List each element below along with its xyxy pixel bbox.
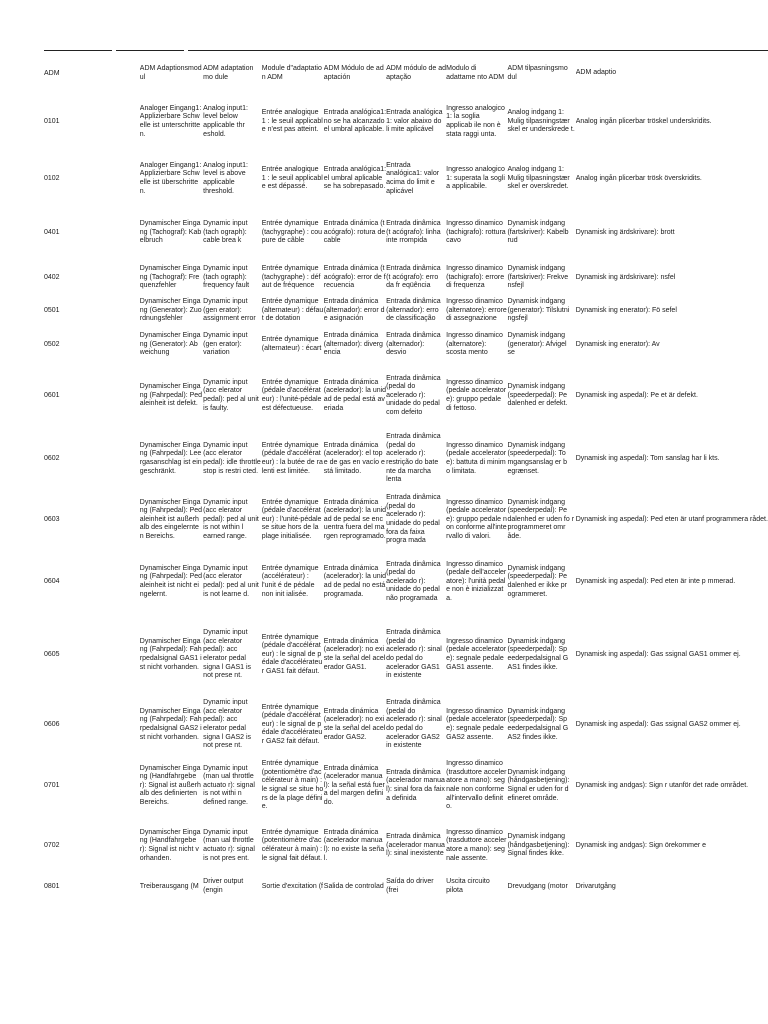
- row-cell: Entrada analógica1: valor acima do limit e aplicável: [386, 161, 440, 195]
- row-cell: Entrada dinâmica (alternador): erro de classificação: [386, 298, 441, 323]
- row-cell: Entrée analogique 1 : le seuil applicabl e n'est pas atteint.: [261, 109, 323, 134]
- row-cell: Dynamisk indgang (fartskriver): Kabelb rud: [507, 220, 569, 245]
- row-cell: Dynamic input (gen erator): assignment error: [203, 298, 256, 323]
- row-cell: Dynamischer Einga ng (Tachograf): Fre quenzfehler: [139, 265, 201, 290]
- table-row: [44, 697, 768, 753]
- table-row: [44, 91, 768, 153]
- row-cell: Entrada dinâmica (pedal do acelerado r): restrição do bate nte da marcha lenta: [386, 433, 441, 484]
- row-cell: Dynamic input (acc elerator pedal): acc elerator pedal signa l GAS2 is not prese nt.: [203, 699, 252, 750]
- row-cell: Dynamischer Einga ng (Fahrpedal): Fah rpedalsignal GAS2 i st nicht vorhanden.: [139, 707, 202, 741]
- row-cell: Entrada dinâmica (pedal do acelerado r): sinal do pedal do acelerador GAS1 in existente: [386, 629, 442, 680]
- row-code: 0602: [44, 455, 60, 463]
- row-cell: Sortie d'excitation (f: [261, 882, 324, 890]
- row-cell: Analoger Eingang1: Applizierbare Schw elle ist unterschritte n.: [139, 104, 202, 138]
- header-rule-2: [116, 50, 184, 51]
- row-cell: Entrée dynamique (potentiomètre d'ac célérateur à main) : le signal se situe ho rs de la plage défini e.: [261, 760, 324, 811]
- row-cell: Dynamic input (gen erator): variation: [203, 332, 248, 357]
- row-cell: Dynamic input (acc elerator pedal): ped al unit is not learne d.: [203, 564, 259, 598]
- row-cell: Dynamic input (man ual throttle actuato r): signal is not withi n defined range.: [203, 764, 255, 806]
- row-cell: Dynamic input (acc elerator pedal): ped al unit is not within l earned range.: [203, 498, 259, 540]
- row-cell: Dynamisk indgang (håndgasbetjening): Signal er uden for d efineret område.: [507, 768, 570, 802]
- row-cell: Ingresso dinamico (pedale dell'acceler atore): l'unità pedal e non è inizializzat a.: [446, 560, 507, 602]
- row-code: 0701: [44, 782, 60, 790]
- row-cell: Entrada dinámica (acelerador): la unid ad de pedal se enc uentra fuera del ma rgen reprogramado.: [323, 498, 387, 540]
- row-cell: Dynamisk ing aspedal): Ped eten är inte p mmerad.: [575, 577, 736, 585]
- row-cell: Entrada dinâmica (acelerador manua l): sinal inexistente: [386, 833, 445, 858]
- header-lang-es: ADM Módulo de ad aptación: [323, 64, 384, 81]
- row-cell: Analog input1: level is above applicable threshold.: [203, 161, 248, 195]
- row-cell: Analog indgang 1: Mulig tilpasningstær skel er overskredet.: [507, 166, 570, 191]
- header-lang-sv: ADM adaptio: [575, 69, 617, 77]
- row-cell: Dynamischer Einga ng (Generator): Zuo rdnungsfehler: [139, 298, 202, 323]
- row-cell: Entrada dinámica (acelerador): la unid ad de pedal no está programada.: [323, 564, 387, 598]
- row-cell: Entrada dinâmica (pedal do acelerado r): unidade do pedal não programada: [386, 560, 441, 602]
- row-cell: Dynamisk ing aspedal): Gas ssignal GAS1 ommer ej.: [575, 650, 741, 658]
- table-row: [44, 261, 768, 295]
- row-cell: Dynamisk indgang (generator): Afvigel se: [507, 332, 567, 357]
- row-cell: Dynamisk indgang (speederpedal): Sp eederpedalsignal G AS1 findes ikke.: [507, 637, 569, 671]
- row-cell: Entrée dynamique (pédale d'accélérat eur) : le signal de p édale d'accélérateu r GAS2 fait défaut.: [261, 703, 323, 745]
- row-cell: Driver output (engin: [203, 878, 244, 894]
- row-cell: Dynamisk indgang (speederpedal): Sp eederpedalsignal G AS2 findes ikke.: [507, 707, 569, 741]
- table-row: [44, 363, 768, 429]
- row-cell: Dynamischer Einga ng (Tachograf): Kab elbruch: [139, 220, 202, 245]
- row-cell: Entrada dinámica (acelerador): la unid ad de pedal está av eriada: [323, 378, 387, 412]
- header-rule-3: [188, 50, 768, 51]
- row-cell: Dynamischer Einga ng (Fahrpedal): Ped aleinheit ist defekt.: [139, 383, 203, 408]
- table-row: [44, 295, 768, 327]
- row-cell: Entrada dinámica (acelerador manua l): no existe la seña l.: [323, 828, 385, 862]
- row-cell: Entrée dynamique (pédale d'accélérat eur) : le signal de p édale d'accélérateu r GAS1 fait défaut.: [261, 633, 323, 675]
- header-code-cell: ADM: [44, 69, 60, 77]
- table-row: [44, 153, 768, 205]
- header-lang-fr: Module d"adaptatio n ADM: [261, 64, 322, 81]
- header-lang-en: ADM adaptation mo dule: [203, 64, 254, 81]
- row-code: 0604: [44, 578, 60, 586]
- row-cell: Dynamic input (tach ograph): cable brea k: [203, 220, 248, 245]
- row-cell: Salida de controlad: [323, 882, 384, 890]
- row-cell: Dynamischer Einga ng (Fahrpedal): Ped aleinheit ist außerh alb des eingelernte n Bereichs.: [139, 498, 203, 540]
- translation-table: [44, 56, 768, 901]
- row-cell: Entrée analogique 1 : le seuil applicabl e est dépassé.: [261, 166, 323, 191]
- table-row: [44, 819, 768, 873]
- row-cell: Entrée dynamique (alternateur) : écart: [261, 336, 322, 352]
- row-cell: Entrée dynamique (pédale d'accélérat eur) : la butée de ra lenti est limitée.: [261, 441, 323, 475]
- row-code: 0401: [44, 229, 60, 237]
- row-cell: Uscita circuito pilota: [446, 878, 490, 894]
- table-row: [44, 613, 768, 697]
- row-cell: Dynamischer Einga ng (Fahrpedal): Fah rpedalsignal GAS1 i st nicht vorhanden.: [139, 637, 202, 671]
- row-cell: Dynamisk ing aspedal): Gas ssignal GAS2 ommer ej.: [575, 720, 741, 728]
- table-row: [44, 489, 768, 551]
- row-code: 0402: [44, 274, 60, 282]
- row-cell: Dynamic input (man ual throttle actuato r): signal is not pres ent.: [203, 828, 255, 862]
- row-code: 0605: [44, 651, 60, 659]
- row-cell: Entrada dinámica (acelerador): no exi ste la señal del acel erador GAS1.: [323, 637, 386, 671]
- row-cell: Entrada dinâmica (pedal do acelerado r): sinal do pedal do acelerador GAS2 in existente: [386, 699, 442, 750]
- row-cell: Dynamisk ing enerator): Av: [575, 340, 660, 348]
- row-cell: Ingresso dinamico (tachigrafo): errore di frequenza: [446, 265, 505, 290]
- row-cell: Entrada analógica1: el umbral aplicable se ha sobrepasado.: [323, 166, 387, 191]
- row-cell: Dynamisk ing ärdskrivare): nsfel: [575, 273, 676, 281]
- row-cell: Dynamisk indgang (speederpedal): Pe dalenhed er ikke pr ogrammeret.: [507, 564, 568, 598]
- row-cell: Dynamic input (acc elerator pedal): acc elerator pedal signa l GAS1 is not prese nt.: [203, 629, 252, 680]
- row-cell: Dynamisk ing andgas): Sign r utanför det rade området.: [575, 781, 749, 789]
- row-cell: Dynamischer Einga ng (Handfahrgebe r): Signal ist nicht v orhanden.: [139, 828, 201, 862]
- row-cell: Entrada dinámica (t acógrafo): error de f recuencia: [323, 265, 386, 290]
- row-cell: Dynamischer Einga ng (Handfahrgebe r): Signal ist außerh alb des definierten Bereichs.: [139, 764, 201, 806]
- row-cell: Dynamic input (tach ograph): frequency fault: [203, 265, 250, 290]
- row-cell: Dynamisk ing aspedal): Tom sanslag har li kts.: [575, 454, 720, 462]
- row-cell: Entrada dinâmica (pedal do acelerado r): unidade do pedal fora da faixa progra mada: [386, 494, 441, 545]
- row-cell: Dynamisk ing andgas): Sign örekommer e: [575, 841, 707, 849]
- row-cell: Analog ingån plicerbar trösk överskridits.: [575, 174, 702, 182]
- row-cell: Analog indgang 1: Mulig tilpasningstær skel er underskrede t.: [507, 109, 575, 134]
- row-cell: Ingresso dinamico (trasduttore acceler atore a mano): seg nale non conforme all'intervallo definit o.: [446, 760, 507, 811]
- row-cell: Saída do driver (frei: [386, 878, 434, 894]
- row-cell: Dynamisk indgang (speederpedal): To mgangsanslag er b egrænset.: [507, 441, 568, 475]
- row-cell: Dynamisk indgang (speederpedal): Pe dalenhed er uden fo r programmeret omr åde.: [507, 498, 575, 540]
- row-cell: Entrada dinâmica (t acógrafo): linha inte rrompida: [386, 220, 441, 245]
- row-cell: Ingresso dinamico (alternatore): errore di assegnazione: [446, 298, 507, 323]
- row-cell: Dynamischer Einga ng (Fahrpedal): Ped aleinheit ist nicht ei ngelernt.: [139, 564, 203, 598]
- row-cell: Ingresso dinamico (pedale accelerator e): segnale pedale GAS2 assente.: [446, 707, 507, 741]
- row-cell: Ingresso dinamico (pedale accelerator e): gruppo pedale n on conforme all'inte rvallo di valori.: [446, 498, 507, 540]
- row-cell: Dynamisk indgang (håndgasbetjening): Signal findes ikke.: [507, 833, 570, 858]
- header-row: [44, 56, 768, 91]
- table-row: [44, 205, 768, 261]
- row-cell: Dynamischer Einga ng (Fahrpedal): Lee rgasanschlag ist ein geschränkt.: [139, 441, 202, 475]
- row-code: 0801: [44, 883, 60, 891]
- row-cell: Ingresso dinamico (trasduttore acceler atore a mano): seg nale assente.: [446, 828, 507, 862]
- row-cell: Ingresso dinamico (pedale accelerator e): battuta di minim o limitata.: [446, 441, 507, 475]
- row-cell: Entrada dinámica (acelerador manua l): la señal está fuer a del margen defini do.: [323, 764, 385, 806]
- row-cell: Entrada dinâmica (pedal do acelerado r): unidade do pedal com defeito: [386, 374, 441, 416]
- row-cell: Entrada dinámica (alternador): diverg encia: [323, 332, 383, 357]
- row-code: 0101: [44, 118, 60, 126]
- row-cell: Entrada dinâmica (t acógrafo): erro da fr eqüência: [386, 265, 441, 290]
- row-cell: Dynamisk ing enerator): Fö sefel: [575, 306, 677, 314]
- row-cell: Analoger Eingang1: Applizierbare Schw elle ist überschritte n.: [139, 161, 202, 195]
- row-cell: Dynamisk indgang (generator): Tilslutni ngsfejl: [507, 298, 570, 323]
- row-cell: Treiberausgang (M: [139, 882, 199, 890]
- row-cell: Dynamisk indgang (fartskriver): Frekve nsfejl: [507, 265, 569, 290]
- header-lang-da: ADM tilpasningsmo dul: [507, 64, 568, 81]
- row-cell: Ingresso dinamico (alternatore): scosta mento: [446, 332, 503, 357]
- row-cell: Analog input1: level below applicable thr eshold.: [203, 104, 248, 138]
- row-cell: Dynamisk ing ärdskrivare): brott: [575, 228, 675, 236]
- row-code: 0102: [44, 175, 60, 183]
- row-cell: Entrada dinámica (alternador): error d e asignación: [323, 298, 385, 323]
- row-cell: Dynamic input (acc elerator pedal): ped al unit is faulty.: [203, 378, 259, 412]
- row-cell: Entrée dynamique (accélérateur) : l'unit é de pédale non init ialisée.: [261, 564, 319, 598]
- row-cell: Entrada analógica 1: valor abaixo do li mite aplicável: [386, 109, 443, 134]
- header-lang-pt: ADM módulo de ad aptação: [386, 64, 447, 81]
- row-cell: Drevudgang (motor: [507, 882, 568, 890]
- row-cell: Drivarutgång: [575, 882, 616, 890]
- row-cell: Dynamic input (acc elerator pedal): idle throttle stop is restri cted.: [203, 441, 261, 475]
- row-code: 0702: [44, 842, 60, 850]
- header-rule-1: [44, 50, 112, 51]
- row-code: 0502: [44, 341, 60, 349]
- row-cell: Ingresso dinamico (pedale accelerator e): gruppo pedale di fettoso.: [446, 378, 507, 412]
- row-cell: Entrada dinámica (t acógrafo): rotura de cable: [323, 220, 386, 245]
- table-row: [44, 873, 768, 901]
- row-cell: Entrée dynamique (alternateur) : défau t de dotation: [261, 298, 324, 323]
- row-cell: Entrée dynamique (pédale d'accélérat eur) : l'unité-pédale se situe hors de la plage initialisée.: [261, 498, 322, 540]
- table-row: [44, 429, 768, 489]
- row-cell: Entrée dynamique (potentiomètre d'ac célérateur à main) : le signal fait défaut.: [261, 828, 323, 862]
- row-cell: Entrée dynamique (tachygraphe) : cou pure de câble: [261, 220, 323, 245]
- header-lang-de: ADM Adaptionsmod ul: [139, 64, 202, 81]
- row-cell: Entrée dynamique (tachygraphe) : déf aut de fréquence: [261, 265, 321, 290]
- row-cell: Ingresso dinamico (pedale accelerator e): segnale pedale GAS1 assente.: [446, 637, 507, 671]
- header-lang-it: Modulo di adattame nto ADM: [446, 64, 505, 81]
- row-cell: Entrada dinámica (acelerador): no exi ste la señal del acel erador GAS2.: [323, 707, 386, 741]
- row-cell: Entrada analógica1: no se ha alcanzado el umbral aplicable.: [323, 109, 387, 134]
- row-cell: Dynamisk ing aspedal): Pe et är defekt.: [575, 391, 698, 399]
- row-cell: Ingresso analogico 1: la soglia applicab ile non è stata raggi unta.: [446, 104, 505, 138]
- row-cell: Dynamischer Einga ng (Generator): Ab weichung: [139, 332, 201, 357]
- row-code: 0603: [44, 516, 60, 524]
- table-row: [44, 327, 768, 363]
- row-cell: Entrada dinâmica (acelerador manua l): sinal fora da faix a definida: [386, 768, 445, 802]
- table-row: [44, 753, 768, 819]
- row-code: 0501: [44, 307, 60, 315]
- row-code: 0606: [44, 721, 60, 729]
- row-cell: Analog ingån plicerbar tröskel underskridits.: [575, 117, 712, 125]
- row-cell: Ingresso analogico 1: superata la sogli a applicabile.: [446, 166, 505, 191]
- row-cell: Entrada dinámica (acelerador): el top e de gas en vacío e stá limitado.: [323, 441, 385, 475]
- row-cell: Ingresso dinamico (tachigrafo): rottura cavo: [446, 220, 506, 245]
- row-cell: Entrada dinâmica (alternador): desvio: [386, 332, 441, 357]
- row-cell: Entrée dynamique (pédale d'accélérat eur) : l'unité-pédale est défectueuse.: [261, 378, 322, 412]
- row-cell: Dynamisk indgang (speederpedal): Pe dalenhed er defekt.: [507, 383, 568, 408]
- row-code: 0601: [44, 392, 60, 400]
- table-row: [44, 551, 768, 613]
- row-cell: Dynamisk ing aspedal): Ped eten är utanf programmera rådet.: [575, 515, 768, 523]
